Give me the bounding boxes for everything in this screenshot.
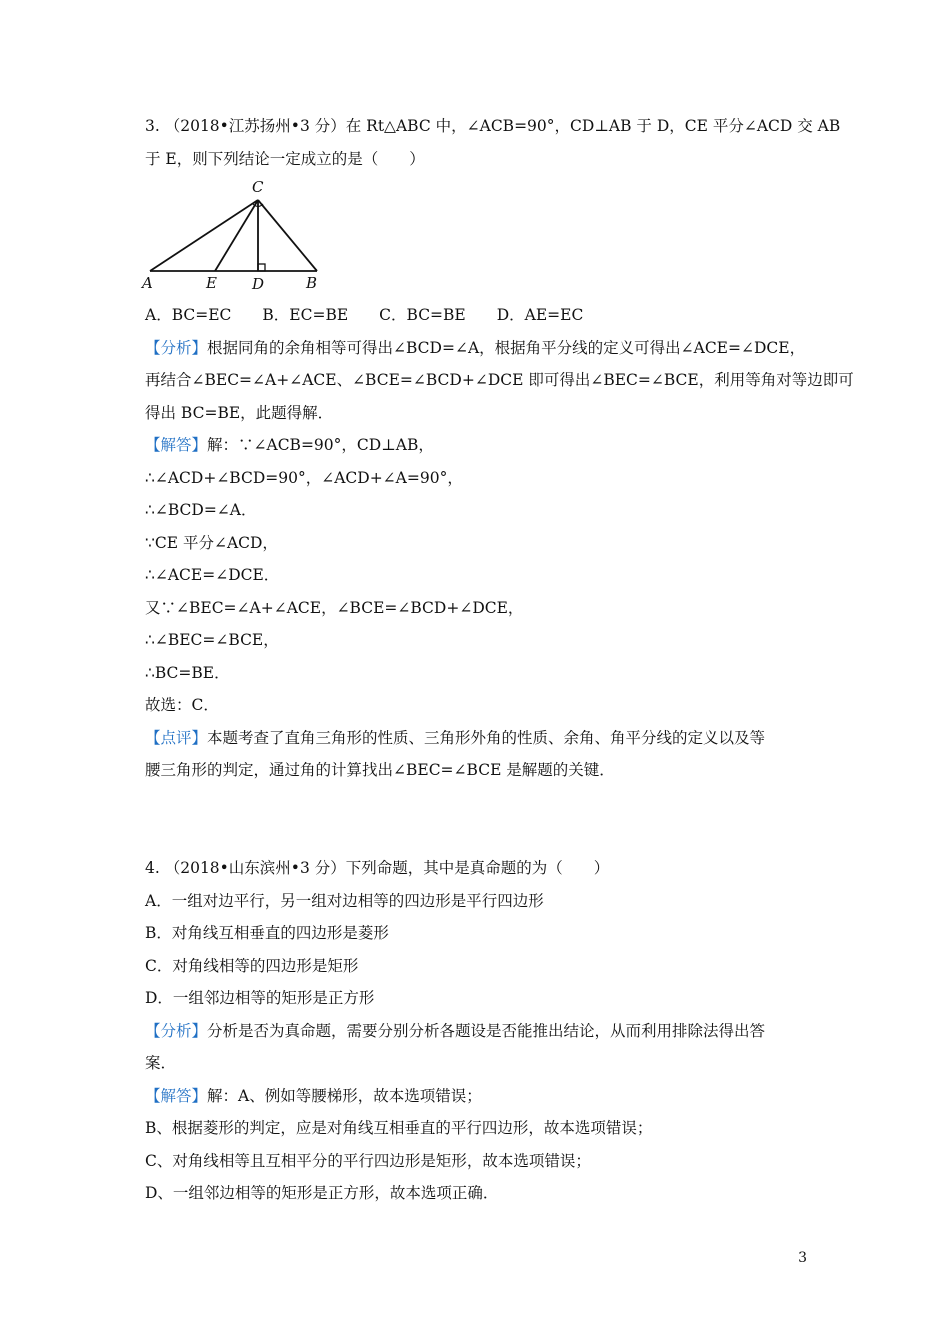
q3-step: ∴∠BEC=∠BCE，	[145, 631, 279, 649]
q3-step: 故选：C．	[145, 696, 219, 714]
label-e: E	[206, 274, 217, 292]
q3-stem-line-2: 于 E，则下列结论一定成立的是（ ）	[145, 150, 425, 168]
q3-stem-line-1: 3. （2018•江苏扬州•3 分）在 Rt△ABC 中，∠ACB=90°，CD⊥AB 于 D，CE 平分∠ACD 交 AB	[145, 117, 841, 135]
q3-step: ∴∠ACD+∠BCD=90°，∠ACD+∠A=90°，	[145, 469, 463, 487]
q3-answer-line-1: 【解答】解：∵∠ACB=90°，CD⊥AB，	[145, 436, 434, 454]
q4-analysis-tag: 【分析】	[145, 1022, 208, 1040]
q3-analysis-line-2: 再结合∠BEC=∠A+∠ACE、∠BCE=∠BCD+∠DCE 即可得出∠BEC=∠BCE，利用等角对等边即可	[145, 371, 854, 389]
label-a: A	[142, 274, 153, 292]
q4-answer-line: B、根据菱形的判定，应是对角线互相垂直的平行四边形，故本选项错误；	[145, 1119, 653, 1137]
q3-step: ∵CE 平分∠ACD，	[145, 534, 278, 552]
q3-comment-tag: 【点评】	[145, 729, 208, 747]
segment-bc	[258, 200, 317, 271]
q4-option: C．对角线相等的四边形是矩形	[145, 957, 359, 975]
page-number: 3	[798, 1250, 807, 1266]
q3-step: ∴∠BCD=∠A．	[145, 501, 257, 519]
right-angle-mark-d	[258, 264, 265, 271]
label-b: B	[306, 274, 318, 292]
q4-answer-line: D、一组邻边相等的矩形是正方形，故本选项正确．	[145, 1184, 499, 1202]
q4-answer-line-1: 【解答】解：A、例如等腰梯形，故本选项错误；	[145, 1087, 482, 1105]
q4-analysis-line-1: 【分析】分析是否为真命题，需要分别分析各题设是否能推出结论，从而利用排除法得出答	[145, 1022, 766, 1040]
q3-analysis-line-1: 【分析】根据同角的余角相等可得出∠BCD=∠A，根据角平分线的定义可得出∠ACE=∠DCE，	[145, 339, 806, 357]
segment-ce	[215, 200, 258, 271]
q3-step: ∴∠ACE=∠DCE．	[145, 566, 280, 584]
q3-comment-line-1: 【点评】本题考查了直角三角形的性质、三角形外角的性质、余角、角平分线的定义以及等	[145, 729, 766, 747]
label-c: C	[252, 178, 264, 196]
q3-analysis-line-3: 得出 BC=BE，此题得解．	[145, 404, 334, 422]
q4-option: D．一组邻边相等的矩形是正方形	[145, 989, 375, 1007]
q4-answer-tag: 【解答】	[145, 1087, 208, 1105]
label-d: D	[252, 275, 265, 293]
q3-options: A．BC=EC B．EC=BE C．BC=BE D．AE=EC	[145, 306, 584, 324]
q4-option: B．对角线互相垂直的四边形是菱形	[145, 924, 389, 942]
q3-comment-line-2: 腰三角形的判定，通过角的计算找出∠BEC=∠BCE 是解题的关键．	[145, 761, 615, 779]
q3-step: 又∵∠BEC=∠A+∠ACE，∠BCE=∠BCD+∠DCE，	[145, 599, 524, 617]
q4-answer-line: C、对角线相等且互相平分的平行四边形是矩形，故本选项错误；	[145, 1152, 591, 1170]
q4-stem: 4. （2018•山东滨州•3 分）下列命题，其中是真命题的为（ ）	[145, 859, 610, 877]
q3-analysis-tag: 【分析】	[145, 339, 208, 357]
q4-analysis-line-2: 案．	[145, 1054, 177, 1072]
q3-answer-tag: 【解答】	[145, 436, 208, 454]
q3-triangle-figure	[140, 176, 330, 294]
q4-option: A．一组对边平行，另一组对边相等的四边形是平行四边形	[145, 892, 544, 910]
q3-step: ∴BC=BE．	[145, 664, 230, 682]
segment-ac	[150, 200, 258, 271]
